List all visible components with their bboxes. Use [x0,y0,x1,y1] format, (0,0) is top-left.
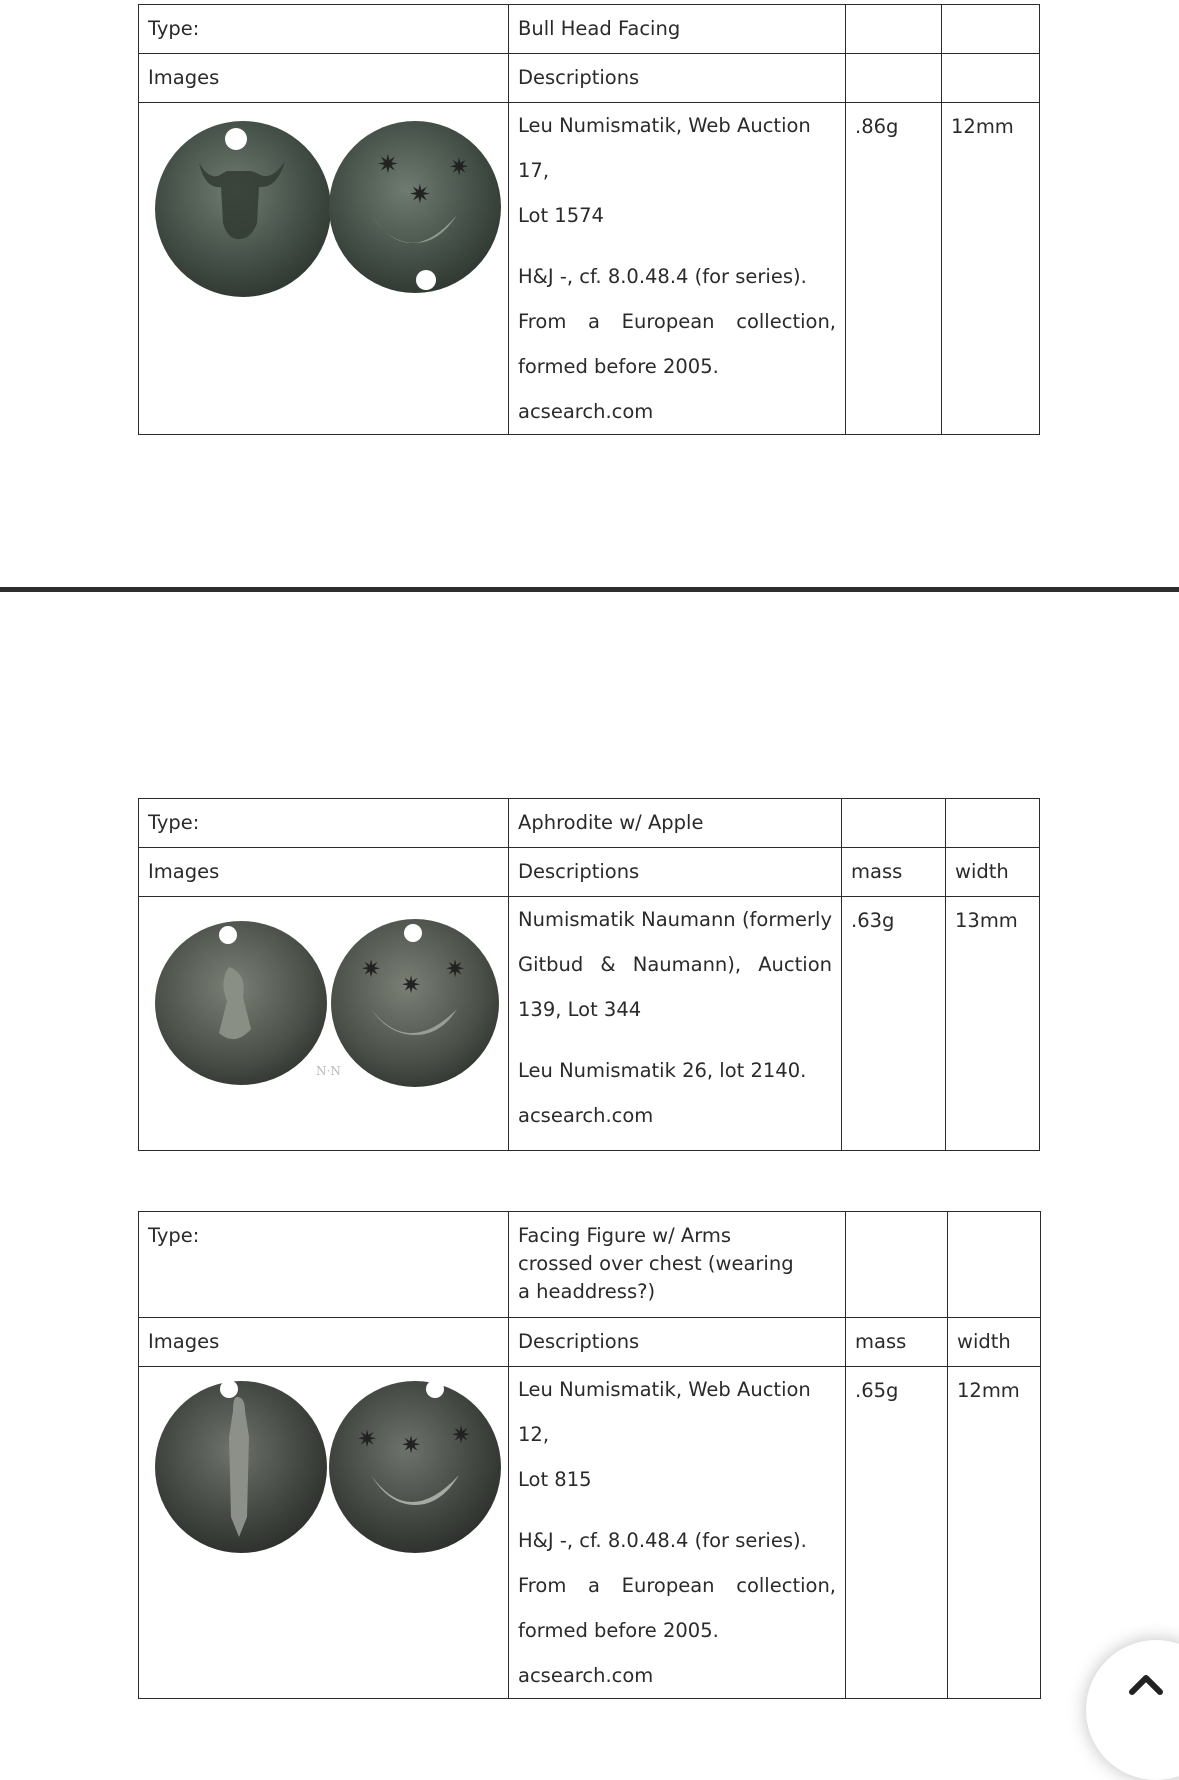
scroll-to-top-button[interactable] [1086,1640,1179,1780]
type-label: Type: [139,799,509,848]
type-value: Aphrodite w/ Apple [509,799,842,848]
description-line: Leu Numismatik, Web Auction 12, [518,1378,811,1446]
svg-text:✷: ✷ [451,1421,472,1449]
description-cell [509,897,842,1151]
coin-image-obverse-aphrodite [139,897,509,1145]
mass-header: mass [842,848,946,897]
svg-text:✷: ✷ [409,180,431,210]
description-line: H&J -, cf. 8.0.48.4 (for series). [518,1529,807,1552]
description-line: Lot 815 [518,1468,592,1491]
type-value: Facing Figure w/ Arms crossed over chest (wearing a headdress?) [509,1212,846,1318]
width-value: 12mm [948,1367,1041,1699]
description-line: formed before 2005. [518,1619,719,1642]
images-label: Images [139,848,509,897]
description-line: Leu Numismatik, Web Auction 17, [518,114,811,182]
mass-value: .86g [846,103,942,435]
type-label: Type: [139,5,509,54]
coin-table-aphrodite [138,798,1040,1151]
coin-images [139,897,509,1151]
svg-text:✷: ✷ [401,1431,422,1459]
images-label: Images [139,1318,509,1367]
mass-value: .65g [846,1367,948,1699]
description-line: formed before 2005. [518,355,719,378]
images-label: Images [139,54,509,103]
source-link[interactable]: acsearch.com [518,1104,654,1127]
description-line: Numismatik Naumann (formerly [518,908,832,931]
source-link[interactable]: acsearch.com [518,1664,654,1687]
width-value: 12mm [942,103,1040,435]
watermark: N·N [316,1064,341,1078]
coin-images [139,103,509,435]
mass-header [846,5,942,54]
svg-text:✷: ✷ [377,150,399,180]
coin-image-obverse-figure [139,1367,509,1659]
descriptions-label: Descriptions [509,1318,846,1367]
coin-images [139,1367,509,1699]
coin-table-facing-figure [138,1211,1041,1699]
svg-text:✷: ✷ [357,1425,378,1453]
description-line: From a European collection, [518,1574,836,1597]
width-value: 13mm [946,897,1040,1151]
description-line: From a European collection, [518,310,836,333]
description-cell [509,1367,846,1699]
chevron-up-icon [1128,1670,1164,1696]
type-label: Type: [139,1212,509,1318]
description-line: 139, Lot 344 [518,998,642,1021]
type-value: Bull Head Facing [509,5,846,54]
width-header: width [946,848,1040,897]
width-header [942,5,1040,54]
description-line: Lot 1574 [518,204,604,227]
coin-table-bull-head [138,4,1040,435]
description-cell [509,103,846,435]
description-line: Leu Numismatik 26, lot 2140. [518,1059,807,1082]
mass-value: .63g [842,897,946,1151]
source-link[interactable]: acsearch.com [518,400,654,423]
description-line: Gitbud & Naumann), Auction [518,953,832,976]
descriptions-label: Descriptions [509,54,846,103]
width-header: width [948,1318,1041,1367]
mass-header: mass [846,1318,948,1367]
coin-image-obverse-bull [139,103,509,425]
section-divider [0,587,1179,592]
description-line: H&J -, cf. 8.0.48.4 (for series). [518,265,807,288]
svg-text:✷: ✷ [445,955,466,983]
svg-text:✷: ✷ [361,955,382,983]
svg-text:✷: ✷ [401,971,422,999]
svg-text:✷: ✷ [449,153,470,181]
descriptions-label: Descriptions [509,848,842,897]
